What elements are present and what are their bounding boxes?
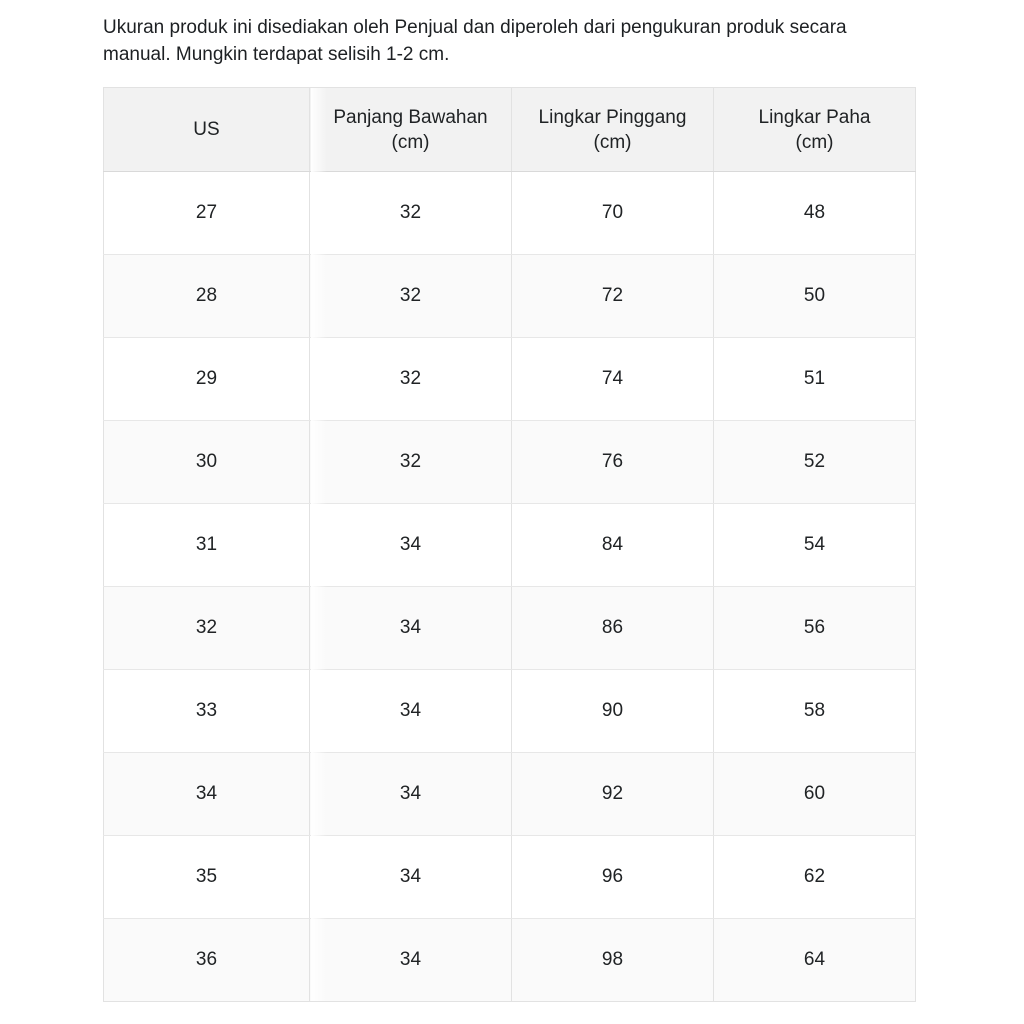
column-header-panjang-bawahan — [310, 88, 512, 172]
table-cell: 98 — [512, 919, 714, 1002]
table-cell: 50 — [714, 255, 916, 338]
table-cell: 31 — [104, 504, 310, 587]
table-cell: 36 — [104, 919, 310, 1002]
table-row — [104, 753, 916, 836]
table-cell: 92 — [512, 753, 714, 836]
table-row — [104, 172, 916, 255]
table-row — [104, 504, 916, 587]
column-header-unit: (cm) — [391, 131, 430, 153]
column-header-unit: (cm) — [795, 131, 834, 153]
table-cell: 34 — [104, 753, 310, 836]
table-cell: 48 — [714, 172, 916, 255]
table-cell: 74 — [512, 338, 714, 421]
table-row — [104, 670, 916, 753]
size-table-container[interactable] — [103, 87, 916, 1002]
column-header-label: Lingkar Pinggang — [538, 106, 687, 128]
column-header-label: Lingkar Paha — [758, 106, 871, 128]
table-header-row — [104, 88, 916, 172]
table-cell: 34 — [310, 836, 512, 919]
table-cell: 32 — [104, 587, 310, 670]
table-body — [104, 172, 916, 1002]
table-cell: 32 — [310, 172, 512, 255]
table-cell: 84 — [512, 504, 714, 587]
size-table — [103, 87, 916, 1002]
table-cell: 52 — [714, 421, 916, 504]
table-cell: 27 — [104, 172, 310, 255]
table-cell: 35 — [104, 836, 310, 919]
table-cell: 70 — [512, 172, 714, 255]
table-cell: 58 — [714, 670, 916, 753]
table-row — [104, 919, 916, 1002]
table-cell: 32 — [310, 421, 512, 504]
table-cell: 32 — [310, 255, 512, 338]
table-row — [104, 255, 916, 338]
table-cell: 76 — [512, 421, 714, 504]
table-cell: 34 — [310, 919, 512, 1002]
table-cell: 29 — [104, 338, 310, 421]
table-cell: 51 — [714, 338, 916, 421]
table-cell: 64 — [714, 919, 916, 1002]
table-cell: 90 — [512, 670, 714, 753]
table-cell: 34 — [310, 670, 512, 753]
table-row — [104, 836, 916, 919]
size-disclaimer-text: Ukuran produk ini disediakan oleh Penjual dan diperoleh dari pengukuran produk secara manual. Mungkin terdapat selisih 1-2 cm. — [103, 17, 847, 65]
table-cell: 34 — [310, 753, 512, 836]
table-cell: 96 — [512, 836, 714, 919]
column-header-us — [104, 88, 310, 172]
table-cell: 54 — [714, 504, 916, 587]
column-header-lingkar-pinggang — [512, 88, 714, 172]
table-cell: 28 — [104, 255, 310, 338]
table-cell: 34 — [310, 587, 512, 670]
table-cell: 72 — [512, 255, 714, 338]
table-row — [104, 587, 916, 670]
table-cell: 30 — [104, 421, 310, 504]
column-header-lingkar-paha — [714, 88, 916, 172]
table-row — [104, 338, 916, 421]
column-header-label: US — [193, 119, 220, 140]
column-header-label: Panjang Bawahan — [333, 106, 488, 128]
table-row — [104, 421, 916, 504]
table-cell: 56 — [714, 587, 916, 670]
table-cell: 33 — [104, 670, 310, 753]
table-cell: 60 — [714, 753, 916, 836]
table-cell: 62 — [714, 836, 916, 919]
table-cell: 32 — [310, 338, 512, 421]
table-cell: 34 — [310, 504, 512, 587]
table-cell: 86 — [512, 587, 714, 670]
column-header-unit: (cm) — [593, 131, 632, 153]
